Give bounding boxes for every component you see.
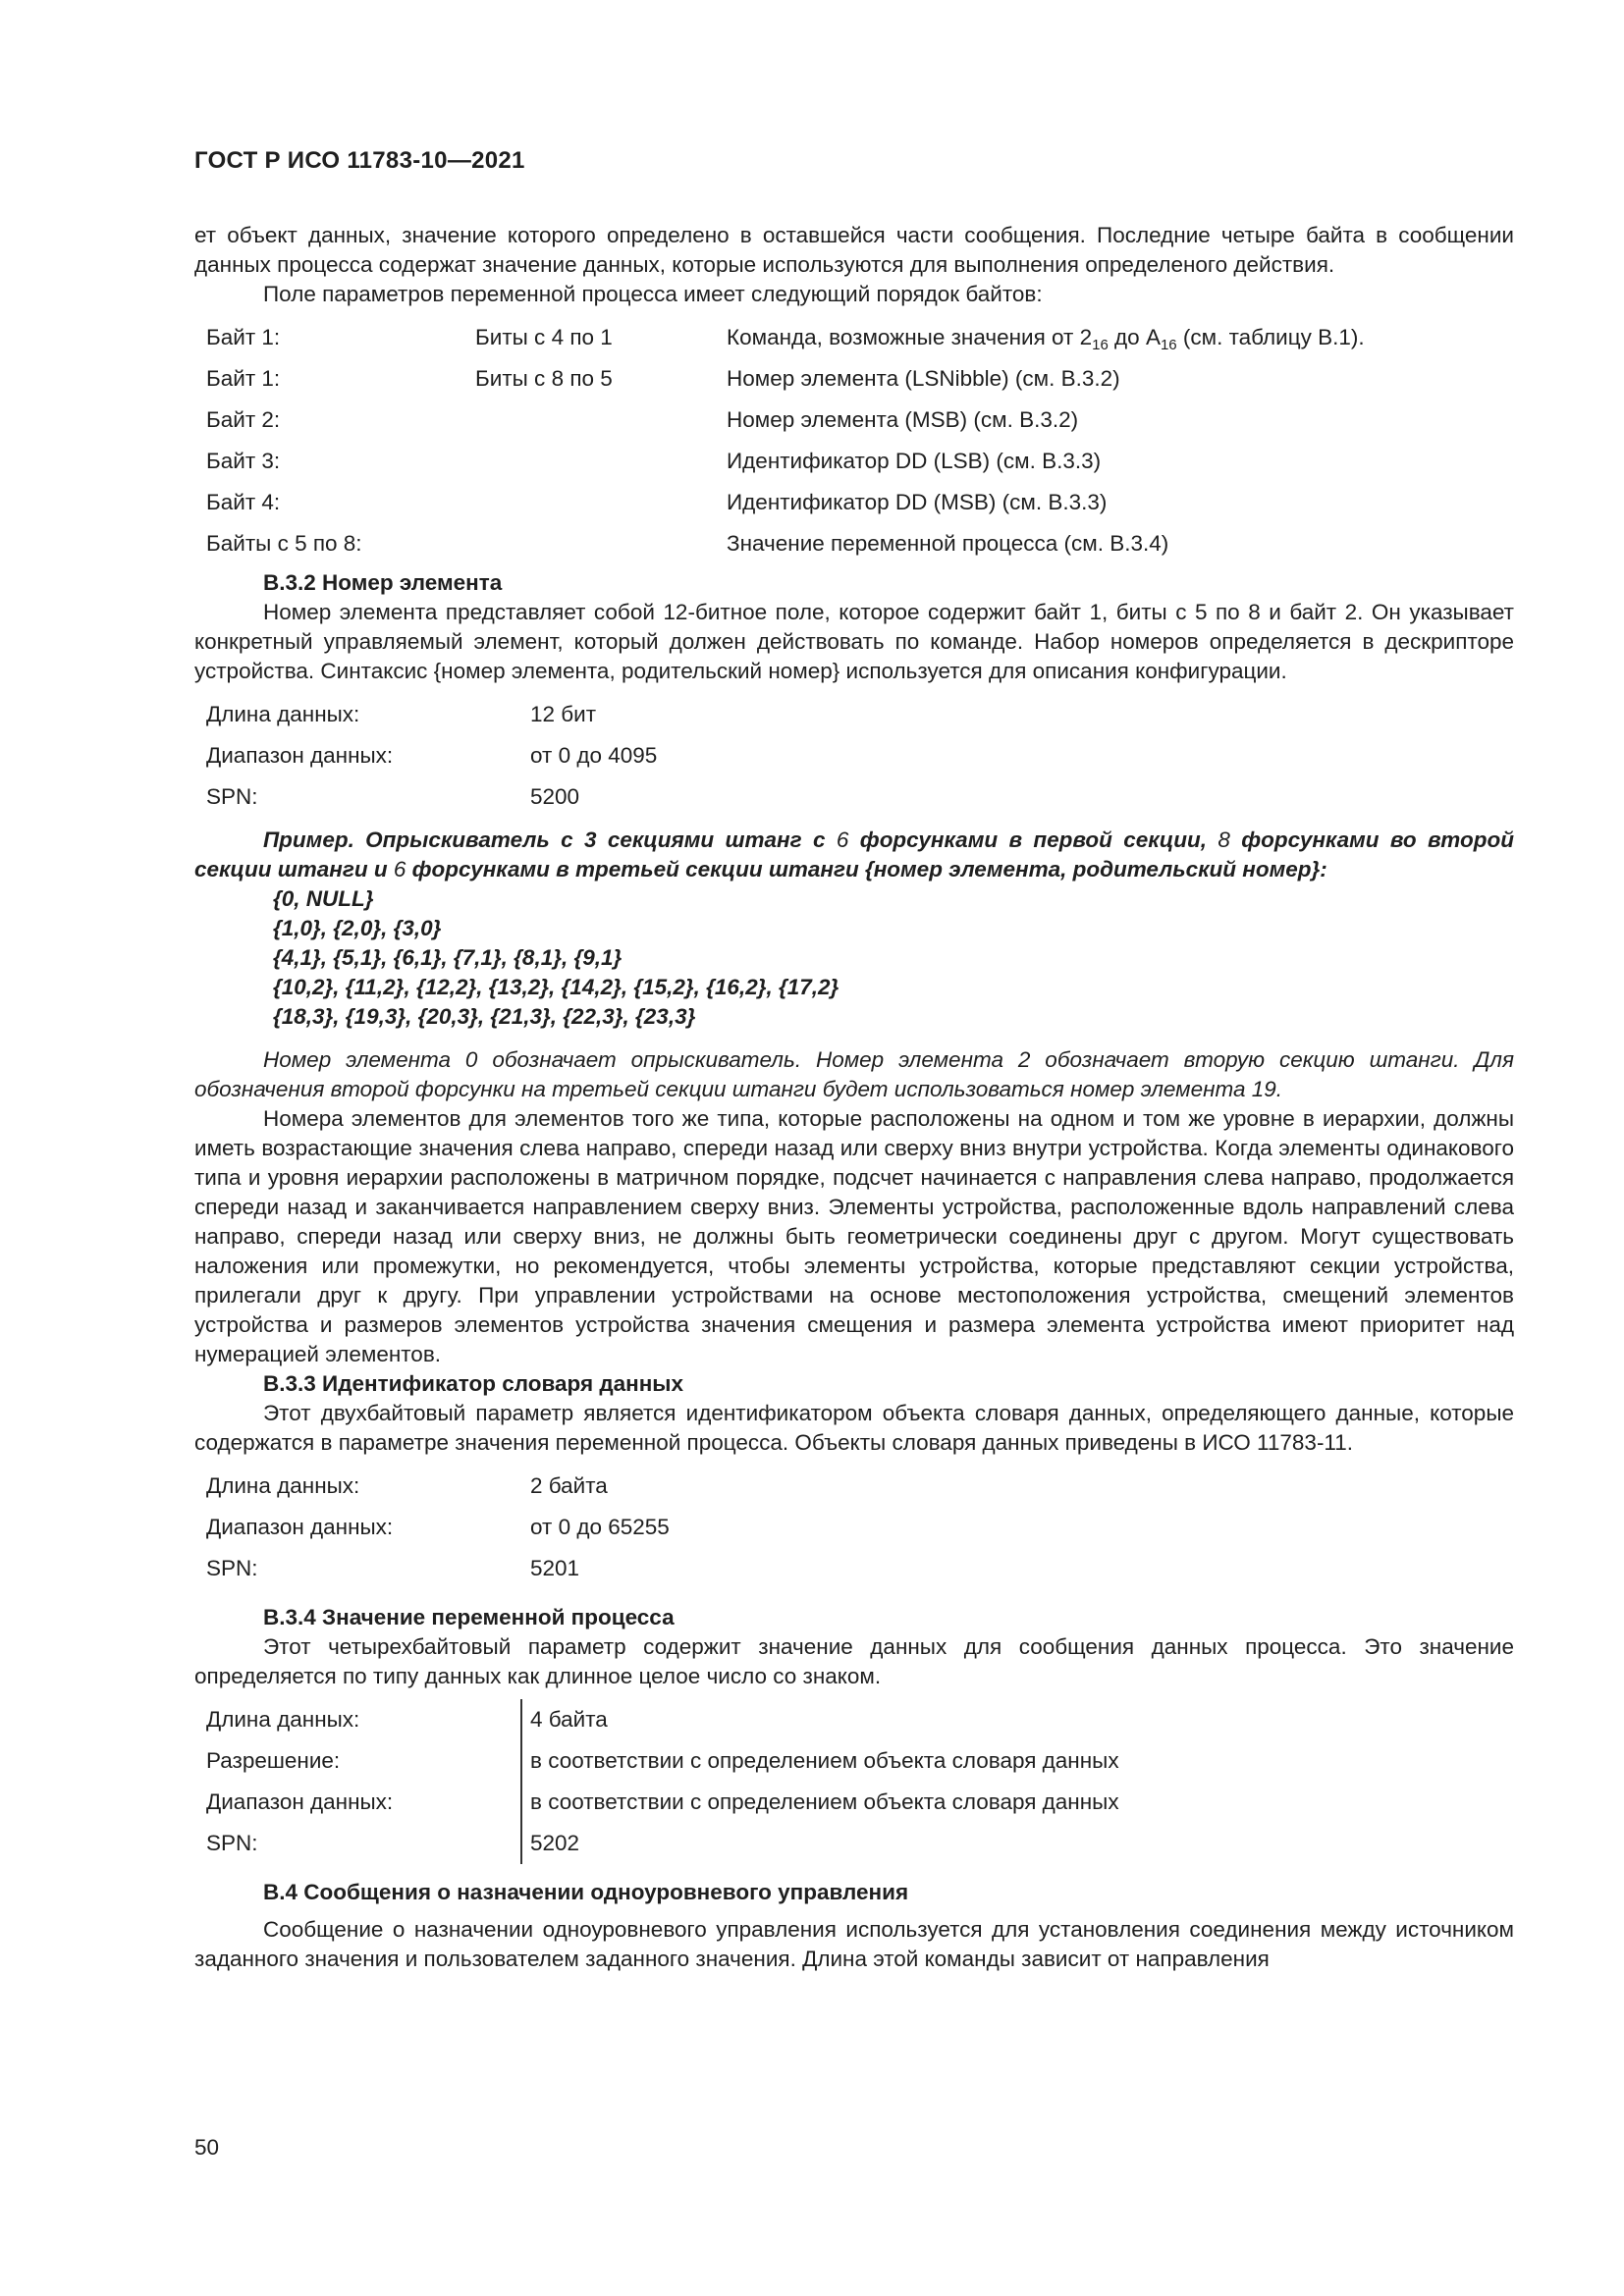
example-title: Пример. Опрыскиватель с 3 секциями штанг с 6 форсунками в первой секции, 8 форсунками во второй секции штанги и 6 форсунками в третьей секции штанги {номер элемента, родительский номер}: (194, 828, 1514, 881)
param-row (206, 1740, 1514, 1782)
section-heading-b33: B.3.3 Идентификатор словаря данных (263, 1371, 684, 1396)
param-label: SPN: (206, 1556, 258, 1580)
param-label: Длина данных: (206, 1707, 360, 1732)
intro-paragraph: ет объект данных, значение которого определено в оставшейся части сообщения. Последние четыре байта в сообщении данных процесса содержат значение данных, которые используются для выполнения определеного действия. (194, 223, 1514, 277)
section-heading-b34: B.3.4 Значение переменной процесса (263, 1605, 675, 1629)
param-label: Диапазон данных: (206, 743, 394, 768)
example-line: {1,0}, {2,0}, {3,0} (273, 916, 442, 940)
example-line: {0, NULL} (273, 886, 374, 911)
byte-label: Байт 3: (206, 449, 281, 473)
byte-row (206, 482, 1514, 523)
param-value: от 0 до 4095 (530, 743, 658, 768)
example-line: {4,1}, {5,1}, {6,1}, {7,1}, {8,1}, {9,1} (273, 945, 623, 970)
page-number: 50 (194, 2135, 220, 2160)
example-line: {18,3}, {19,3}, {20,3}, {21,3}, {22,3}, {23,3} (273, 1004, 696, 1029)
param-row (206, 1466, 1514, 1507)
param-label: Разрешение: (206, 1748, 341, 1773)
b34-paragraph: Этот четырехбайтовый параметр содержит значение данных для сообщения данных процесса. Это значение определяется по типу данных как длинное целое число со знаком. (194, 1634, 1514, 1688)
param-value: 5200 (530, 784, 580, 809)
bits-label: Биты с 4 по 1 (475, 325, 613, 349)
byte-row (206, 400, 1514, 441)
param-label: Диапазон данных: (206, 1515, 394, 1539)
param-row (206, 1699, 1514, 1740)
b34-params (206, 1699, 1514, 1864)
param-value: 4 байта (520, 1699, 608, 1740)
byte-order-intro: Поле параметров переменной процесса имеет следующий порядок байтов: (263, 282, 1043, 306)
param-value: 12 бит (530, 702, 597, 726)
section-heading-b32: B.3.2 Номер элемента (263, 570, 503, 595)
param-row (206, 1548, 1514, 1589)
example-note: Номер элемента 0 обозначает опрыскиватель. Номер элемента 2 обозначает вторую секцию штанги. Для обозначения второй форсунки на третьей секции штанги будет использоваться номер элемента 19. (194, 1047, 1514, 1101)
byte-label: Байт 2: (206, 407, 281, 432)
byte-order-list (206, 317, 1514, 564)
b33-params (206, 1466, 1514, 1589)
byte-description: Команда, возможные значения от $2_{16}$ до $A_{16}$ (см. таблицу B.1). (727, 325, 1365, 353)
byte-label: Байты с 5 по 8: (206, 531, 362, 556)
page-content (194, 221, 1514, 1974)
section-heading-b4: B.4 Сообщения о назначении одноуровневого управления (263, 1880, 909, 1904)
param-label: Длина данных: (206, 702, 360, 726)
byte-description: Значение переменной процесса (см. B.3.4) (727, 531, 1169, 556)
byte-label: Байт 4: (206, 490, 281, 514)
param-value: от 0 до 65255 (530, 1515, 670, 1539)
param-row (206, 1823, 1514, 1864)
param-row (206, 1507, 1514, 1548)
param-label: SPN: (206, 784, 258, 809)
param-row (206, 776, 1514, 818)
byte-label: Байт 1: (206, 325, 281, 349)
param-value: 2 байта (530, 1473, 608, 1498)
document-header: ГОСТ Р ИСО 11783-10—2021 (194, 147, 525, 174)
param-row (206, 1782, 1514, 1823)
b33-paragraph: Этот двухбайтовый параметр является идентификатором объекта словаря данных, определяющего данные, которые содержатся в параметре значения переменной процесса. Объекты словаря данных приведены в ИСО 11783-11. (194, 1401, 1514, 1455)
byte-row (206, 441, 1514, 482)
byte-label: Байт 1: (206, 366, 281, 391)
byte-description: Номер элемента (LSNibble) (см. B.3.2) (727, 366, 1120, 391)
b32-params (206, 694, 1514, 818)
b32-paragraph: Номер элемента представляет собой 12-битное поле, которое содержит байт 1, биты с 5 по 8 и байт 2. Он указывает конкретный управляемый элемент, который должен действовать по команде. Набор номеров определяется в дескрипторе устройства. Синтаксис {номер элемента, родительский номер} используется для описания конфигурации. (194, 600, 1514, 683)
param-row (206, 694, 1514, 735)
byte-row (206, 317, 1514, 358)
param-label: Диапазон данных: (206, 1789, 394, 1814)
b32-paragraph-2: Номера элементов для элементов того же типа, которые расположены на одном и том же уровне в иерархии, должны иметь возрастающие значения слева направо, спереди назад или сверху вниз внутри устройства. Когда элементы одинакового типа и уровня иерархии расположены в матричном порядке, подсчет начинается с направления слева направо, продолжается спереди назад и заканчивается направлением сверху вниз. Элементы устройства, расположенные вдоль направлений слева направо, спереди назад или сверху вниз, не должны быть геометрически соединены друг с другом. Могут существовать наложения или промежутки, но рекомендуется, чтобы элементы устройства, которые представляют секции устройства, прилегали друг к другу. При управлении устройствами на основе местоположения устройства, смещений элементов устройства и размеров элементов устройства значения смещения и размера элемента устройства имеют приоритет над нумерацией элементов. (194, 1106, 1514, 1366)
param-label: Длина данных: (206, 1473, 360, 1498)
param-label: SPN: (206, 1831, 258, 1855)
byte-description: Идентификатор DD (LSB) (см. B.3.3) (727, 449, 1102, 473)
byte-description: Идентификатор DD (MSB) (см. B.3.3) (727, 490, 1108, 514)
param-value: в соответствии с определением объекта словаря данных (520, 1782, 1119, 1823)
param-value: 5201 (530, 1556, 580, 1580)
bits-label: Биты с 8 по 5 (475, 366, 613, 391)
example-line: {10,2}, {11,2}, {12,2}, {13,2}, {14,2}, {15,2}, {16,2}, {17,2} (273, 975, 839, 999)
param-value: в соответствии с определением объекта словаря данных (520, 1740, 1119, 1782)
byte-row (206, 358, 1514, 400)
byte-row (206, 523, 1514, 564)
byte-description: Номер элемента (MSB) (см. B.3.2) (727, 407, 1079, 432)
param-value: 5202 (520, 1823, 579, 1864)
param-row (206, 735, 1514, 776)
b4-paragraph: Сообщение о назначении одноуровневого управления используется для установления соединения между источником заданного значения и пользователем заданного значения. Длина этой команды зависит от направления (194, 1917, 1514, 1971)
